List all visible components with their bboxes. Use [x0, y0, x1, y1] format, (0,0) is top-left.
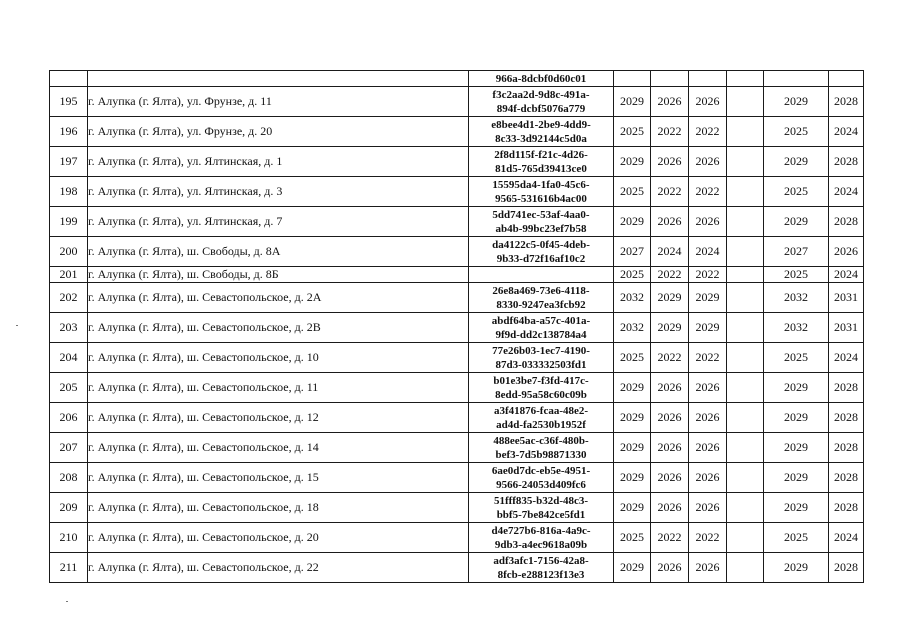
building-id-line-1: 77e26b03-1ec7-4190-	[492, 344, 590, 357]
year-cell: 2024	[689, 237, 727, 267]
scan-speck	[66, 601, 68, 602]
year-cell: 2031	[829, 283, 864, 313]
year-cell	[829, 71, 864, 87]
housing-table	[49, 70, 864, 583]
address-cell: г. Алупка (г. Ялта), ул. Ялтинская, д. 7	[88, 207, 469, 237]
building-id-cell	[469, 373, 614, 403]
address-cell: г. Алупка (г. Ялта), ш. Свободы, д. 8А	[88, 237, 469, 267]
building-id-line-2: 9f9d-dd2c138784a4	[495, 328, 587, 341]
year-cell: 2026	[651, 433, 689, 463]
table-row	[50, 237, 864, 267]
row-number-cell: 197	[50, 147, 88, 177]
building-id-cell	[469, 523, 614, 553]
year-cell: 2029	[614, 433, 651, 463]
row-number-cell: 206	[50, 403, 88, 433]
building-id-line-1: b01e3be7-f3fd-417c-	[493, 374, 589, 387]
year-cell: 2026	[689, 403, 727, 433]
year-cell: 2026	[689, 493, 727, 523]
year-cell: 2025	[764, 117, 829, 147]
year-cell	[727, 433, 764, 463]
building-id-line-1: 51fff835-b32d-48c3-	[493, 494, 589, 507]
year-cell: 2025	[614, 117, 651, 147]
building-id-line-1: d4e727b6-816a-4a9c-	[491, 524, 591, 537]
building-id-line-2: 87d3-033332503fd1	[495, 358, 587, 371]
year-cell: 2024	[829, 523, 864, 553]
year-cell	[727, 71, 764, 87]
year-cell: 2028	[829, 87, 864, 117]
building-id-line-2: 8c33-3d92144c5d0a	[495, 132, 587, 145]
year-cell: 2031	[829, 313, 864, 343]
table-row	[50, 523, 864, 553]
year-cell: 2029	[764, 493, 829, 523]
building-id-cell	[469, 147, 614, 177]
year-cell: 2029	[764, 147, 829, 177]
year-cell: 2026	[651, 373, 689, 403]
year-cell	[727, 267, 764, 283]
table-row	[50, 207, 864, 237]
table-row	[50, 267, 864, 283]
year-cell: 2029	[614, 147, 651, 177]
year-cell	[614, 71, 651, 87]
year-cell: 2029	[764, 403, 829, 433]
address-cell: г. Алупка (г. Ялта), ш. Свободы, д. 8Б	[88, 267, 469, 283]
year-cell: 2029	[614, 373, 651, 403]
building-id-line-1: adf3afc1-7156-42a8-	[493, 554, 589, 567]
year-cell: 2029	[764, 87, 829, 117]
year-cell: 2029	[614, 463, 651, 493]
building-id-line-2: 9b33-d72f16af10c2	[496, 252, 586, 265]
year-cell	[727, 147, 764, 177]
building-id-line-2: bef3-7d5b98871330	[495, 448, 587, 461]
year-cell: 2025	[614, 177, 651, 207]
building-id-line-1: 966a-8dcbf0d60c01	[495, 72, 587, 85]
year-cell: 2032	[764, 283, 829, 313]
row-number-cell: 203	[50, 313, 88, 343]
year-cell: 2025	[614, 343, 651, 373]
year-cell: 2026	[651, 403, 689, 433]
year-cell: 2029	[614, 87, 651, 117]
row-number-cell: 204	[50, 343, 88, 373]
row-number-cell: 211	[50, 553, 88, 583]
table-row	[50, 71, 864, 87]
year-cell: 2026	[651, 207, 689, 237]
building-id-cell	[469, 493, 614, 523]
building-id-line-2: 8fcb-e288123f13e3	[497, 568, 585, 581]
year-cell: 2025	[614, 267, 651, 283]
table-row	[50, 283, 864, 313]
address-cell: г. Алупка (г. Ялта), ш. Севастопольское, д. 14	[88, 433, 469, 463]
table-row	[50, 117, 864, 147]
building-id-cell	[469, 237, 614, 267]
year-cell: 2025	[764, 177, 829, 207]
year-cell: 2028	[829, 147, 864, 177]
year-cell: 2026	[689, 147, 727, 177]
year-cell	[727, 283, 764, 313]
year-cell: 2032	[764, 313, 829, 343]
table-row	[50, 493, 864, 523]
row-number-cell: 210	[50, 523, 88, 553]
year-cell	[727, 177, 764, 207]
year-cell: 2025	[764, 523, 829, 553]
year-cell: 2029	[689, 283, 727, 313]
building-id-line-1: 5dd741ec-53af-4aa0-	[492, 208, 590, 221]
year-cell: 2026	[651, 553, 689, 583]
row-number-cell	[50, 71, 88, 87]
table-row	[50, 463, 864, 493]
year-cell: 2022	[689, 343, 727, 373]
year-cell: 2026	[651, 147, 689, 177]
year-cell: 2032	[614, 283, 651, 313]
building-id-cell	[469, 403, 614, 433]
year-cell: 2029	[614, 493, 651, 523]
row-number-cell: 200	[50, 237, 88, 267]
address-cell: г. Алупка (г. Ялта), ш. Севастопольское, д. 2А	[88, 283, 469, 313]
year-cell: 2022	[689, 267, 727, 283]
year-cell: 2025	[764, 267, 829, 283]
year-cell: 2026	[689, 553, 727, 583]
address-cell: г. Алупка (г. Ялта), ш. Севастопольское, д. 22	[88, 553, 469, 583]
row-number-cell: 195	[50, 87, 88, 117]
year-cell: 2025	[764, 343, 829, 373]
building-id-line-2: 9565-531616b4ac00	[495, 192, 587, 205]
address-cell: г. Алупка (г. Ялта), ул. Ялтинская, д. 1	[88, 147, 469, 177]
building-id-cell	[469, 177, 614, 207]
table-row	[50, 313, 864, 343]
building-id-cell	[469, 343, 614, 373]
year-cell	[727, 207, 764, 237]
building-id-line-1: 6ae0d7dc-eb5e-4951-	[491, 464, 591, 477]
building-id-line-2: 81d5-765d39413ce0	[495, 162, 587, 175]
table-row	[50, 553, 864, 583]
year-cell: 2029	[764, 553, 829, 583]
address-cell: г. Алупка (г. Ялта), ш. Севастопольское, д. 15	[88, 463, 469, 493]
year-cell	[727, 87, 764, 117]
year-cell: 2022	[651, 523, 689, 553]
year-cell: 2022	[689, 177, 727, 207]
building-id-cell	[469, 207, 614, 237]
year-cell	[727, 463, 764, 493]
year-cell: 2028	[829, 403, 864, 433]
year-cell: 2026	[829, 237, 864, 267]
building-id-line-2: 9566-24053d409fc6	[496, 478, 586, 491]
building-id-line-2: 9db3-a4ec9618a09b	[494, 538, 588, 551]
year-cell: 2024	[829, 343, 864, 373]
building-id-line-1: f3c2aa2d-9d8c-491a-	[492, 88, 590, 101]
year-cell	[727, 343, 764, 373]
year-cell	[727, 403, 764, 433]
building-id-cell	[469, 553, 614, 583]
year-cell: 2029	[764, 463, 829, 493]
year-cell	[727, 493, 764, 523]
year-cell: 2022	[651, 343, 689, 373]
address-cell: г. Алупка (г. Ялта), ш. Севастопольское, д. 12	[88, 403, 469, 433]
year-cell: 2024	[829, 117, 864, 147]
year-cell: 2029	[689, 313, 727, 343]
table-row	[50, 373, 864, 403]
building-id-cell	[469, 313, 614, 343]
row-number-cell: 208	[50, 463, 88, 493]
address-cell: г. Алупка (г. Ялта), ул. Фрунзе, д. 20	[88, 117, 469, 147]
year-cell: 2022	[689, 523, 727, 553]
row-number-cell: 199	[50, 207, 88, 237]
address-cell: г. Алупка (г. Ялта), ул. Ялтинская, д. 3	[88, 177, 469, 207]
year-cell: 2024	[651, 237, 689, 267]
year-cell: 2028	[829, 433, 864, 463]
building-id-line-1: e8bee4d1-2be9-4dd9-	[491, 118, 591, 131]
year-cell	[727, 553, 764, 583]
year-cell: 2028	[829, 553, 864, 583]
year-cell: 2029	[614, 403, 651, 433]
year-cell	[651, 71, 689, 87]
year-cell: 2029	[614, 553, 651, 583]
year-cell: 2029	[651, 283, 689, 313]
building-id-cell	[469, 433, 614, 463]
year-cell: 2028	[829, 207, 864, 237]
building-id-line-1: abdf64ba-a57c-401a-	[491, 314, 591, 327]
year-cell: 2028	[829, 463, 864, 493]
year-cell: 2027	[764, 237, 829, 267]
row-number-cell: 201	[50, 267, 88, 283]
row-number-cell: 207	[50, 433, 88, 463]
year-cell: 2024	[829, 267, 864, 283]
year-cell	[727, 313, 764, 343]
year-cell	[727, 237, 764, 267]
year-cell: 2029	[764, 433, 829, 463]
building-id-cell	[469, 87, 614, 117]
year-cell: 2026	[651, 87, 689, 117]
table-row	[50, 343, 864, 373]
year-cell: 2027	[614, 237, 651, 267]
building-id-cell	[469, 463, 614, 493]
row-number-cell: 196	[50, 117, 88, 147]
scan-speck	[16, 325, 18, 326]
building-id-line-2: 894f-dcbf5076a779	[496, 102, 586, 115]
row-number-cell: 202	[50, 283, 88, 313]
year-cell	[689, 71, 727, 87]
building-id-line-1: a3f41876-fcaa-48e2-	[493, 404, 589, 417]
address-cell: г. Алупка (г. Ялта), ш. Севастопольское, д. 20	[88, 523, 469, 553]
year-cell: 2029	[764, 373, 829, 403]
building-id-cell	[469, 117, 614, 147]
table-body	[50, 71, 864, 583]
building-id-line-1: 488ee5ac-c36f-480b-	[493, 434, 589, 447]
year-cell: 2025	[614, 523, 651, 553]
year-cell	[727, 373, 764, 403]
year-cell: 2032	[614, 313, 651, 343]
building-id-cell	[469, 71, 614, 87]
building-id-cell	[469, 283, 614, 313]
address-cell: г. Алупка (г. Ялта), ул. Фрунзе, д. 11	[88, 87, 469, 117]
year-cell: 2026	[689, 207, 727, 237]
table-row	[50, 177, 864, 207]
building-id-cell	[469, 267, 614, 283]
table-row	[50, 433, 864, 463]
year-cell: 2029	[651, 313, 689, 343]
year-cell: 2026	[689, 87, 727, 117]
building-id-line-1: 15595da4-1fa0-45c6-	[492, 178, 590, 191]
year-cell: 2022	[651, 117, 689, 147]
year-cell: 2022	[651, 177, 689, 207]
year-cell: 2022	[689, 117, 727, 147]
building-id-line-2: 8330-9247ea3fcb92	[496, 298, 586, 311]
year-cell: 2028	[829, 373, 864, 403]
building-id-line-2: ad4d-fa2530b1952f	[496, 418, 586, 431]
building-id-line-2: ab4b-99bc23ef7b58	[495, 222, 587, 235]
table-row	[50, 87, 864, 117]
address-cell: г. Алупка (г. Ялта), ш. Севастопольское, д. 18	[88, 493, 469, 523]
address-cell: г. Алупка (г. Ялта), ш. Севастопольское, д. 10	[88, 343, 469, 373]
table-row	[50, 147, 864, 177]
address-cell: г. Алупка (г. Ялта), ш. Севастопольское, д. 11	[88, 373, 469, 403]
year-cell: 2026	[689, 433, 727, 463]
year-cell: 2026	[651, 463, 689, 493]
year-cell	[727, 117, 764, 147]
address-cell: г. Алупка (г. Ялта), ш. Севастопольское, д. 2В	[88, 313, 469, 343]
year-cell	[727, 523, 764, 553]
address-cell	[88, 71, 469, 87]
year-cell: 2028	[829, 493, 864, 523]
row-number-cell: 209	[50, 493, 88, 523]
building-id-line-2: 8edd-95a58c60c09b	[495, 388, 587, 401]
building-id-line-1: da4122c5-0f45-4deb-	[492, 238, 590, 251]
year-cell: 2026	[689, 373, 727, 403]
building-id-line-1: 26e8a469-73e6-4118-	[492, 284, 590, 297]
year-cell: 2029	[764, 207, 829, 237]
row-number-cell: 198	[50, 177, 88, 207]
year-cell: 2022	[651, 267, 689, 283]
year-cell: 2024	[829, 177, 864, 207]
year-cell: 2029	[614, 207, 651, 237]
year-cell: 2026	[651, 493, 689, 523]
table-row	[50, 403, 864, 433]
building-id-line-1: 2f8d115f-f21c-4d26-	[494, 148, 588, 161]
row-number-cell: 205	[50, 373, 88, 403]
year-cell	[764, 71, 829, 87]
year-cell: 2026	[689, 463, 727, 493]
building-id-line-2: bbf5-7be842ce5fd1	[496, 508, 586, 521]
